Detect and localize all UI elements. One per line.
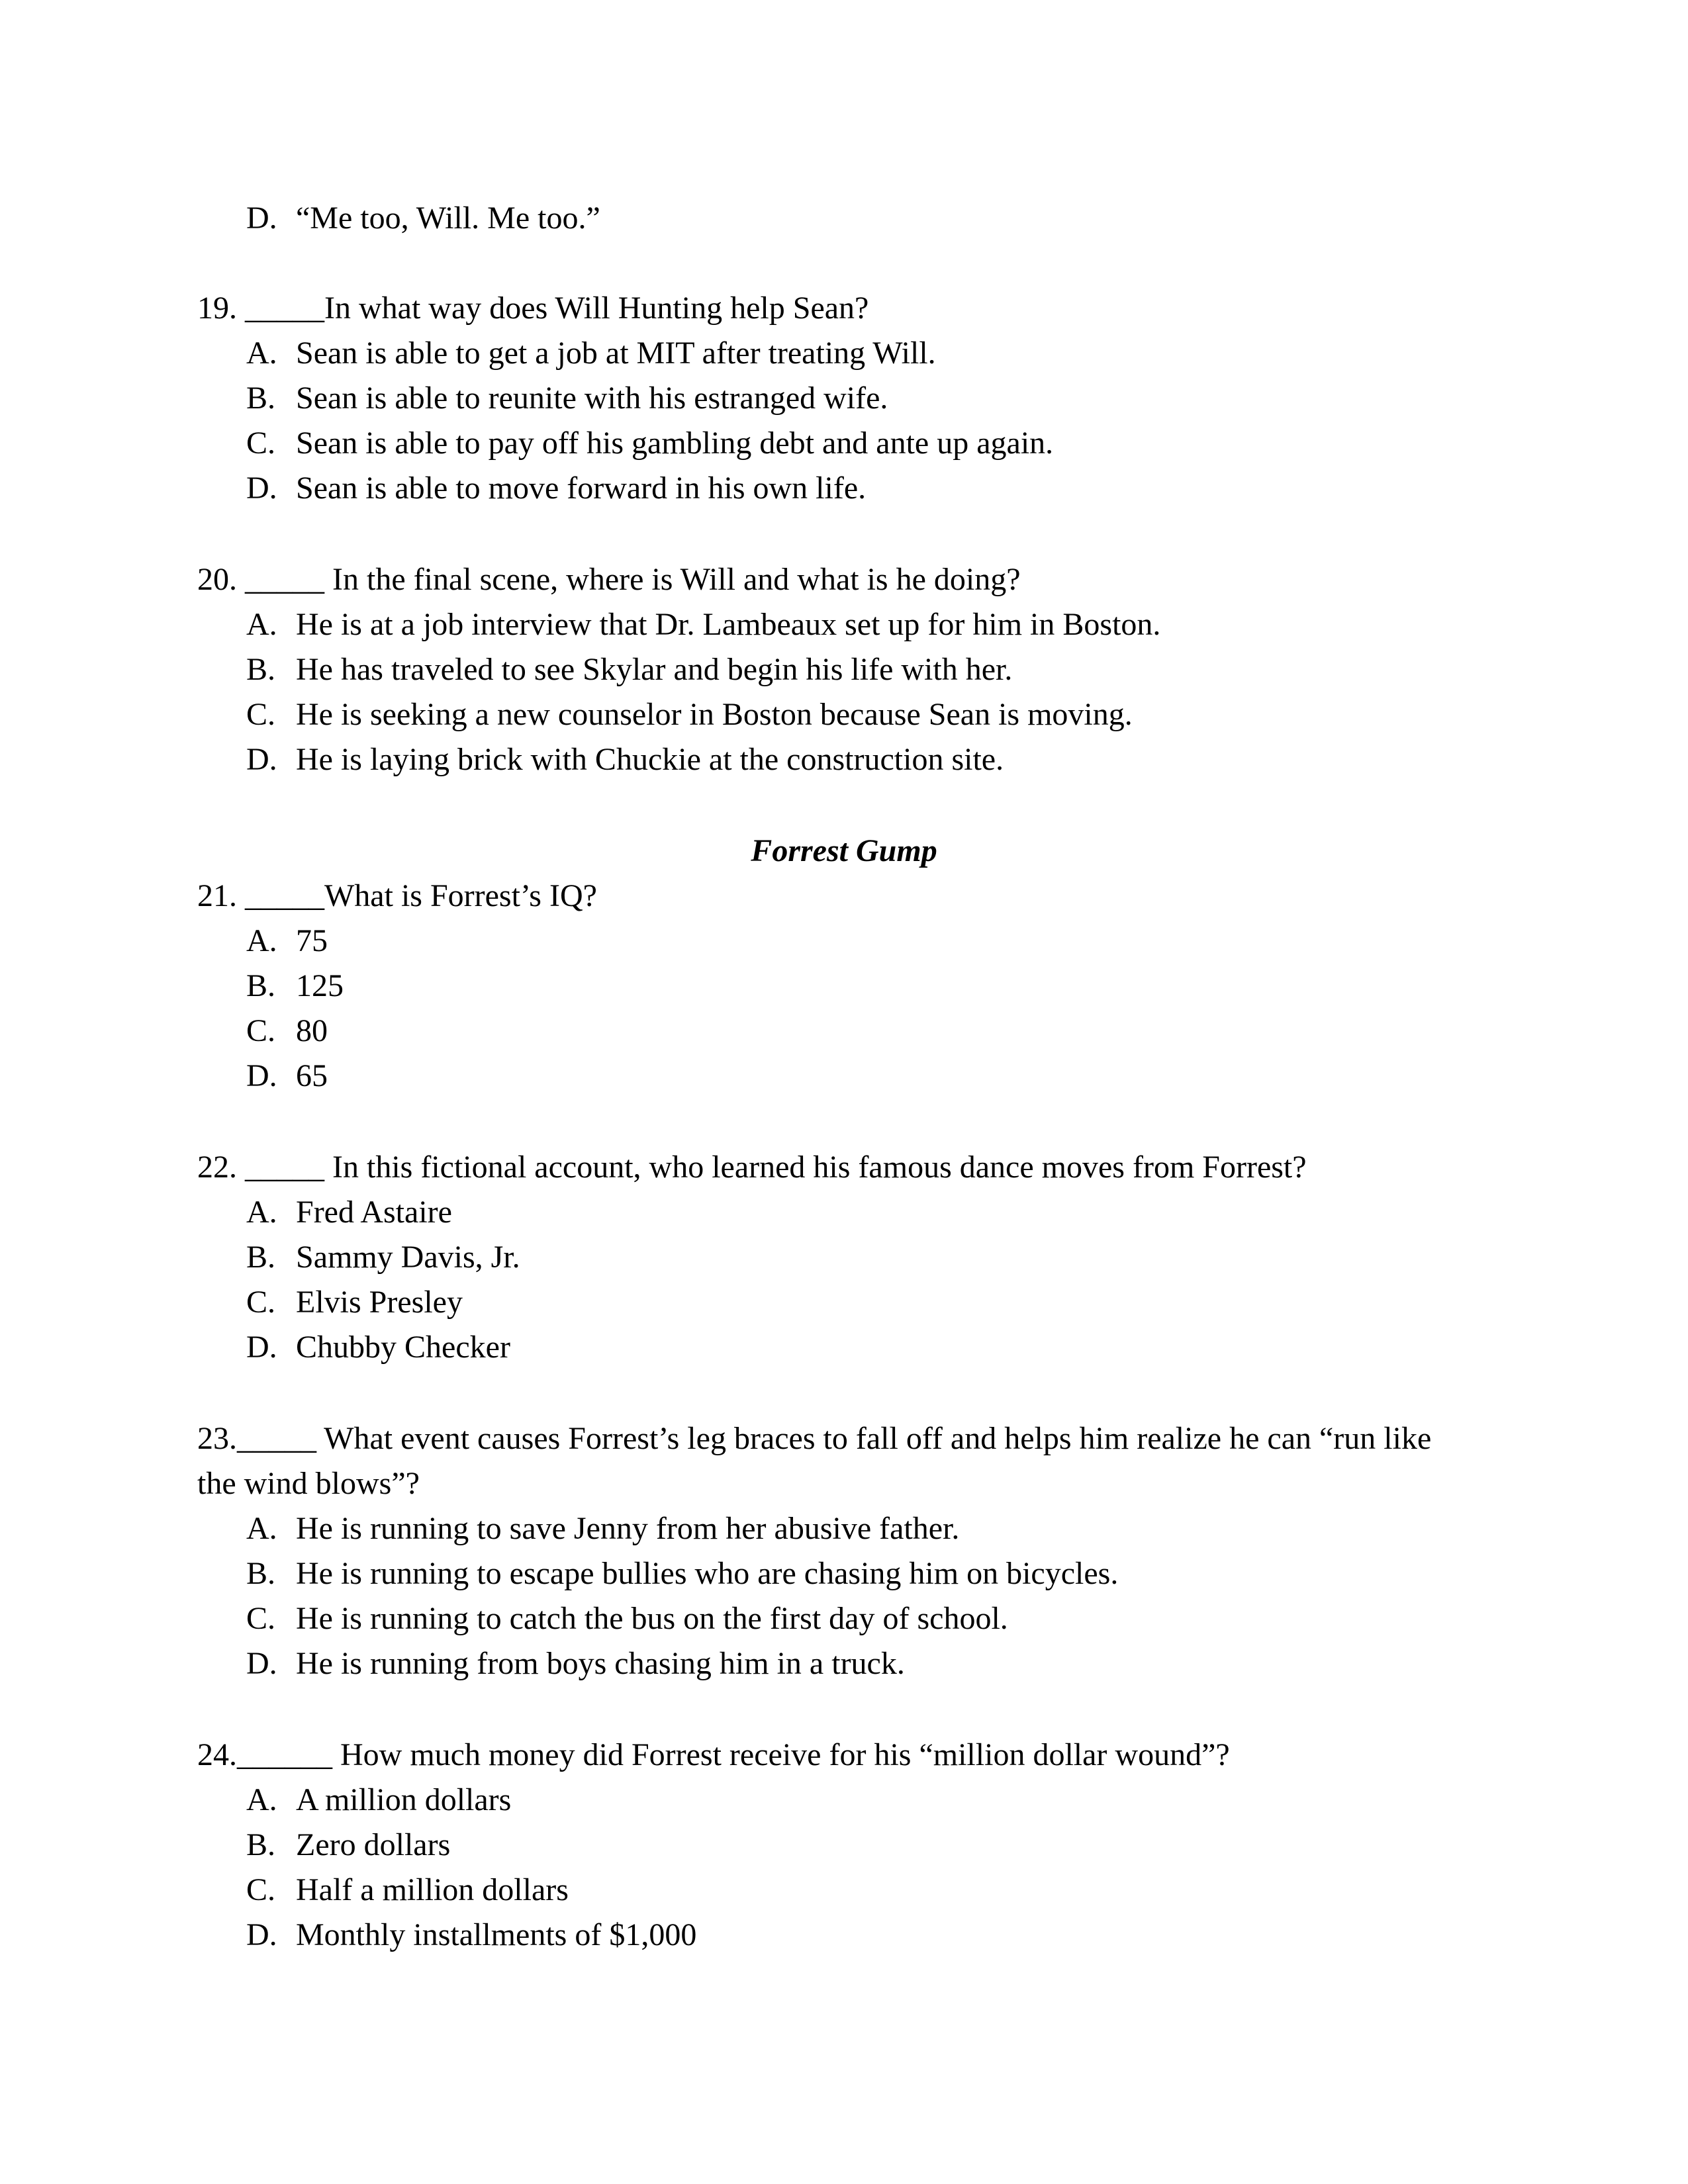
option-letter: C. xyxy=(246,426,276,461)
option-letter: A. xyxy=(246,336,277,371)
option-text: Elvis Presley xyxy=(296,1285,463,1320)
answer-blank: _____ xyxy=(237,1421,316,1456)
question-text: What event causes Forrest’s leg braces to fall off and helps him realize he can “run like xyxy=(316,1421,1432,1456)
answer-blank: _____ xyxy=(245,1150,324,1185)
option-text: He is running from boys chasing him in a truck. xyxy=(296,1646,905,1681)
q22-option-d xyxy=(246,1325,510,1370)
option-letter: B. xyxy=(246,968,276,1003)
q19-option-c xyxy=(246,421,1053,466)
question-text: How much money did Forrest receive for his “million dollar wound”? xyxy=(332,1737,1230,1772)
option-text: Sammy Davis, Jr. xyxy=(296,1240,520,1275)
option-text: “Me too, Will. Me too.” xyxy=(296,201,600,236)
q23-option-b xyxy=(246,1551,1118,1596)
q24-option-d xyxy=(246,1913,696,1958)
option-letter: D. xyxy=(246,201,277,236)
option-text: He is running to escape bullies who are chasing him on bicycles. xyxy=(296,1556,1119,1591)
question-number: 19. xyxy=(197,291,237,326)
option-letter: B. xyxy=(246,652,276,687)
q23-option-a xyxy=(246,1506,959,1551)
option-letter: B. xyxy=(246,1240,276,1275)
question-text: In what way does Will Hunting help Sean? xyxy=(324,291,869,326)
answer-blank: ______ xyxy=(237,1737,332,1772)
option-letter: D. xyxy=(246,1917,277,1952)
option-letter: C. xyxy=(246,697,276,732)
question-20 xyxy=(197,557,1021,602)
q21-option-d xyxy=(246,1054,328,1099)
option-text: Sean is able to get a job at MIT after treating Will. xyxy=(296,336,936,371)
option-text: 65 xyxy=(296,1058,328,1093)
q23-option-d xyxy=(246,1641,905,1686)
option-letter: A. xyxy=(246,1195,277,1230)
option-text: He is running to save Jenny from her abusive father. xyxy=(296,1511,960,1546)
option-text: 80 xyxy=(296,1013,328,1048)
option-text: 75 xyxy=(296,923,328,958)
option-letter: A. xyxy=(246,607,277,642)
option-letter: D. xyxy=(246,742,277,777)
option-text: Sean is able to move forward in his own life. xyxy=(296,471,867,506)
option-text: He is running to catch the bus on the first day of school. xyxy=(296,1601,1008,1636)
option-letter: A. xyxy=(246,1511,277,1546)
question-number: 24. xyxy=(197,1737,237,1772)
option-letter: D. xyxy=(246,1646,277,1681)
answer-blank: _____ xyxy=(245,878,324,913)
question-22 xyxy=(197,1145,1307,1190)
option-text: Sean is able to reunite with his estranged wife. xyxy=(296,381,888,416)
question-number: 20. xyxy=(197,562,237,597)
question-23 xyxy=(197,1416,1431,1461)
option-letter: C. xyxy=(246,1285,276,1320)
question-text: What is Forrest’s IQ? xyxy=(324,878,597,913)
question-text: In this fictional account, who learned his famous dance moves from Forrest? xyxy=(324,1150,1307,1185)
q24-option-c xyxy=(246,1868,569,1913)
question-24 xyxy=(197,1733,1230,1778)
q21-option-c xyxy=(246,1009,328,1054)
question-number: 21. xyxy=(197,878,237,913)
q20-option-d xyxy=(246,737,1004,782)
option-text: A million dollars xyxy=(296,1782,512,1817)
option-text: Half a million dollars xyxy=(296,1872,569,1907)
option-letter: B. xyxy=(246,1827,276,1862)
q20-option-a xyxy=(246,602,1160,647)
option-letter: D. xyxy=(246,471,277,506)
option-text: He has traveled to see Skylar and begin his life with her. xyxy=(296,652,1013,687)
q24-option-b xyxy=(246,1823,450,1868)
option-letter: C. xyxy=(246,1013,276,1048)
option-letter: A. xyxy=(246,923,277,958)
answer-blank: _____ xyxy=(245,291,324,326)
option-letter: B. xyxy=(246,1556,276,1591)
q21-option-b xyxy=(246,964,344,1009)
option-carry-d xyxy=(246,196,600,241)
q23-option-c xyxy=(246,1596,1008,1641)
option-text: Zero dollars xyxy=(296,1827,451,1862)
q19-option-d xyxy=(246,466,866,511)
question-23-continued: the wind blows”? xyxy=(197,1466,420,1501)
q19-option-b xyxy=(246,376,888,421)
question-text: In the final scene, where is Will and what is he doing? xyxy=(324,562,1021,597)
q20-option-b xyxy=(246,647,1012,692)
option-letter: C. xyxy=(246,1872,276,1907)
option-text: Chubby Checker xyxy=(296,1330,510,1365)
option-text: 125 xyxy=(296,968,344,1003)
option-letter: A. xyxy=(246,1782,277,1817)
q21-option-a xyxy=(246,919,328,964)
option-letter: C. xyxy=(246,1601,276,1636)
option-text: Fred Astaire xyxy=(296,1195,452,1230)
option-text: He is laying brick with Chuckie at the construction site. xyxy=(296,742,1004,777)
option-letter: D. xyxy=(246,1330,277,1365)
option-text: He is at a job interview that Dr. Lambeaux set up for him in Boston. xyxy=(296,607,1161,642)
q19-option-a xyxy=(246,331,936,376)
answer-blank: _____ xyxy=(245,562,324,597)
option-text: Sean is able to pay off his gambling debt and ante up again. xyxy=(296,426,1054,461)
q24-option-a xyxy=(246,1778,511,1823)
question-21 xyxy=(197,874,597,919)
option-text: Monthly installments of $1,000 xyxy=(296,1917,697,1952)
q22-option-c xyxy=(246,1280,463,1325)
question-number: 23. xyxy=(197,1421,237,1456)
option-letter: D. xyxy=(246,1058,277,1093)
question-number: 22. xyxy=(197,1150,237,1185)
section-heading: Forrest Gump xyxy=(751,833,937,868)
q22-option-a xyxy=(246,1190,452,1235)
question-19 xyxy=(197,286,868,331)
option-letter: B. xyxy=(246,381,276,416)
q20-option-c xyxy=(246,692,1133,737)
q22-option-b xyxy=(246,1235,520,1280)
option-text: He is seeking a new counselor in Boston because Sean is moving. xyxy=(296,697,1133,732)
